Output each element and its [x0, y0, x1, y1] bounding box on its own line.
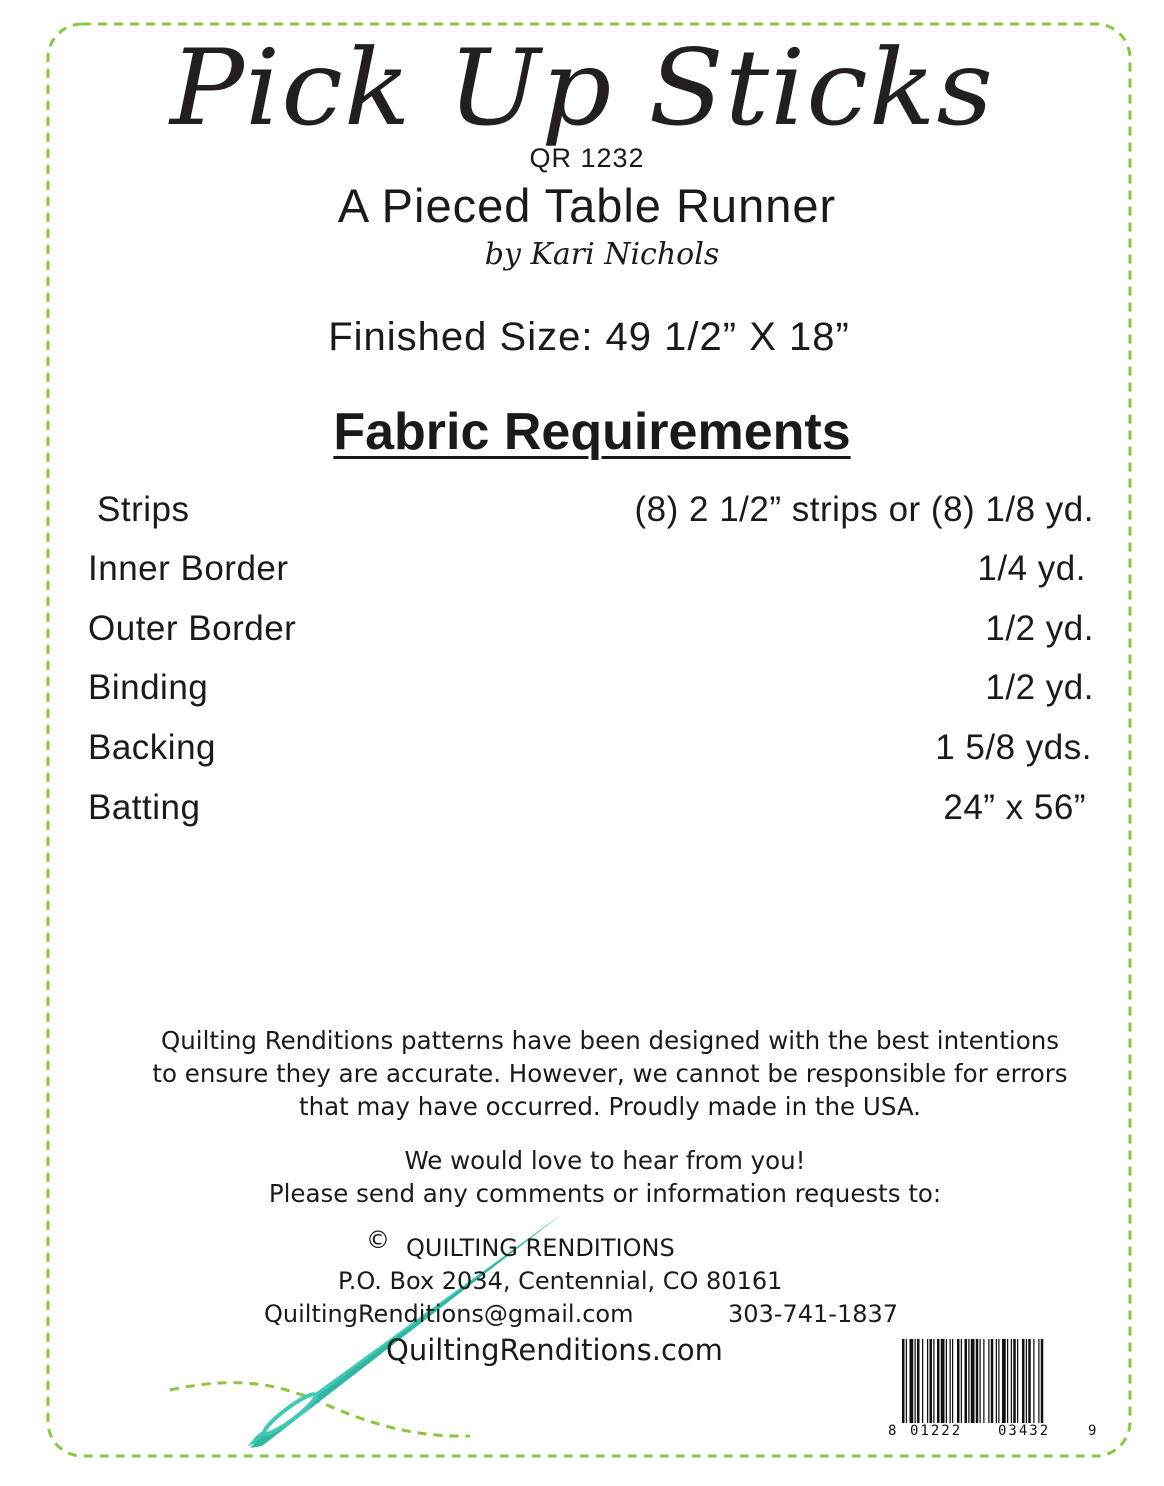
- pattern-subtitle: A Pieced Table Runner: [337, 179, 837, 232]
- barcode-bar: [1013, 1339, 1016, 1423]
- barcode-bar: [950, 1339, 951, 1423]
- barcode-bar: [988, 1339, 989, 1423]
- disclaimer-line: that may have occurred. Proudly made in the USA.: [299, 1092, 921, 1121]
- barcode-digits: [886, 1423, 1100, 1443]
- fabric-requirements-heading: Fabric Requirements: [333, 403, 851, 461]
- copyright-icon: ©: [366, 1226, 390, 1254]
- barcode-bar: [1041, 1339, 1044, 1423]
- barcode-bar: [991, 1339, 994, 1423]
- barcode-digit-last: 9: [1088, 1423, 1097, 1439]
- requirement-item: Inner Border: [88, 549, 289, 588]
- pattern-title: Pick Up Sticks: [170, 27, 994, 149]
- barcode-bar: [1026, 1339, 1027, 1423]
- barcode-bar: [1007, 1339, 1008, 1423]
- barcode-bar: [996, 1339, 997, 1423]
- finished-size: Finished Size: 49 1/2” X 18”: [328, 315, 850, 359]
- barcode-bar: [930, 1339, 933, 1423]
- requirement-item: Backing: [88, 728, 217, 767]
- barcode-bar: [998, 1339, 999, 1423]
- company-name: QUILTING RENDITIONS: [406, 1234, 675, 1262]
- requirement-amount: 1 5/8 yds.: [935, 728, 1092, 767]
- mailing-address: P.O. Box 2034, Centennial, CO 80161: [338, 1267, 783, 1295]
- requirement-amount: 1/2 yd.: [985, 609, 1094, 648]
- barcode-bar: [1038, 1339, 1039, 1423]
- requirement-item: Batting: [88, 788, 201, 827]
- requirement-amount: 24” x 56”: [943, 788, 1086, 827]
- barcode-bar: [968, 1339, 969, 1423]
- barcode-bar: [1017, 1339, 1018, 1423]
- barcode-bars: [886, 1331, 1100, 1423]
- requirement-item: Outer Border: [88, 609, 297, 648]
- barcode-bar: [915, 1339, 916, 1423]
- requirement-amount: 1/2 yd.: [985, 668, 1094, 707]
- disclaimer-text: [90, 1024, 1130, 1123]
- barcode-bar: [976, 1339, 979, 1423]
- contact-line: Please send any comments or information requests to:: [268, 1179, 942, 1208]
- phone-number: 303-741-1837: [728, 1300, 899, 1328]
- barcode-bar: [941, 1339, 945, 1423]
- barcode-bar: [922, 1339, 923, 1423]
- contact-intro: [0, 1144, 1164, 1210]
- barcode-bar: [965, 1339, 968, 1423]
- barcode-bar: [957, 1339, 960, 1423]
- barcode-bar: [1011, 1339, 1012, 1423]
- pattern-code: QR 1232: [529, 143, 645, 173]
- barcode-bar: [910, 1339, 914, 1423]
- barcode-bar: [980, 1339, 981, 1423]
- barcode-bar: [906, 1339, 907, 1423]
- requirement-item: Binding: [88, 668, 209, 707]
- contact-line: We would love to hear from you!: [404, 1146, 806, 1175]
- disclaimer-line: to ensure they are accurate. However, we cannot be responsible for errors: [152, 1059, 1068, 1088]
- email-link[interactable]: QuiltingRenditions@gmail.com: [264, 1300, 634, 1328]
- barcode-bar: [933, 1339, 934, 1423]
- barcode-bar: [952, 1339, 953, 1423]
- disclaimer-line: Quilting Renditions patterns have been designed with the best intentions: [160, 1026, 1060, 1055]
- requirement-amount: (8) 2 1/2” strips or (8) 1/8 yd.: [634, 490, 1094, 529]
- website-link[interactable]: QuiltingRenditions.com: [386, 1333, 723, 1367]
- barcode-bar: [902, 1339, 905, 1423]
- designer-byline: by Kari Nichols: [484, 237, 720, 272]
- barcode-bar: [917, 1339, 920, 1423]
- barcode-digits-left: 01222: [910, 1423, 963, 1439]
- barcode-bar: [1002, 1339, 1006, 1423]
- barcode-bar: [961, 1339, 962, 1423]
- barcode-digits-right: 03432: [998, 1423, 1051, 1439]
- barcode-bar: [946, 1339, 947, 1423]
- requirement-amount: 1/4 yd.: [977, 549, 1086, 588]
- barcode-bar: [927, 1339, 928, 1423]
- barcode-bar: [1028, 1339, 1031, 1423]
- barcode-bar: [1022, 1339, 1025, 1423]
- barcode-bar: [983, 1339, 984, 1423]
- barcode-digit-first: 8: [888, 1423, 897, 1439]
- barcode-bar: [971, 1339, 975, 1423]
- requirement-item: Strips: [97, 490, 190, 529]
- barcode-bar: [937, 1339, 940, 1423]
- barcode: [886, 1331, 1100, 1443]
- barcode-bar: [1033, 1339, 1034, 1423]
